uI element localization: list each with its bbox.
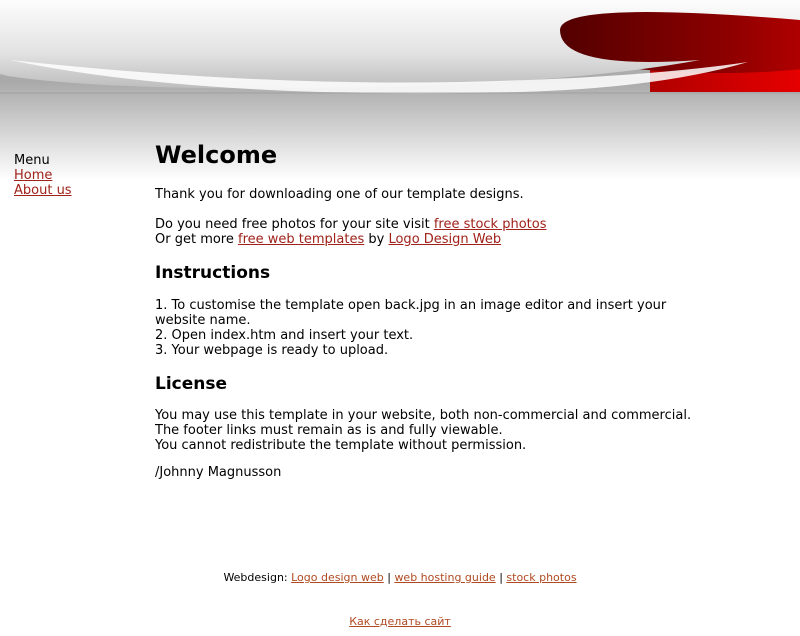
- free-stock-photos-link[interactable]: free stock photos: [433, 217, 547, 232]
- menu-title: Menu: [14, 153, 50, 168]
- footer-link-stock-photos[interactable]: stock photos: [506, 571, 577, 584]
- footer-separator: |: [495, 571, 507, 584]
- templates-line: [155, 232, 715, 247]
- footer-separator: |: [383, 571, 395, 584]
- photos-line: [155, 217, 715, 232]
- main-content: [155, 140, 715, 480]
- intro-text: Thank you for downloading one of our template designs.: [155, 187, 524, 202]
- nav-link-home[interactable]: Home: [14, 168, 53, 183]
- footer-link-logo-design-web[interactable]: Logo design web: [291, 571, 384, 584]
- footer-bottom: [0, 615, 800, 628]
- logo-design-web-link[interactable]: Logo Design Web: [388, 232, 502, 247]
- footer: [0, 571, 800, 584]
- photos-line-text: Do you need free photos for your site visit: [155, 217, 434, 232]
- templates-line-text: Or get more: [155, 232, 238, 247]
- footer-prefix: Webdesign:: [223, 571, 292, 584]
- footer-link-make-site[interactable]: Как сделать сайт: [349, 615, 451, 628]
- instruction-step-2: 2. Open index.htm and insert your text.: [155, 328, 414, 343]
- license-text: You may use this template in your website, both non-commercial and commercial. The footer links must remain as is and fully viewable.: [155, 408, 692, 438]
- signature: /Johnny Magnusson: [155, 465, 282, 480]
- instruction-step-3: 3. Your webpage is ready to upload.: [155, 343, 389, 358]
- instructions-heading: Instructions: [155, 263, 271, 283]
- free-web-templates-link[interactable]: free web templates: [238, 232, 365, 247]
- license-restriction: You cannot redistribute the template without permission.: [155, 438, 527, 453]
- instruction-step-1: 1. To customise the template open back.jpg in an image editor and insert your website name.: [155, 298, 667, 328]
- footer-link-web-hosting-guide[interactable]: web hosting guide: [394, 571, 496, 584]
- license-heading: License: [155, 374, 228, 394]
- sidebar-menu: [14, 153, 72, 198]
- page-title: Welcome: [155, 141, 278, 169]
- nav-link-about-us[interactable]: About us: [14, 183, 72, 198]
- templates-line-by: by: [364, 232, 389, 247]
